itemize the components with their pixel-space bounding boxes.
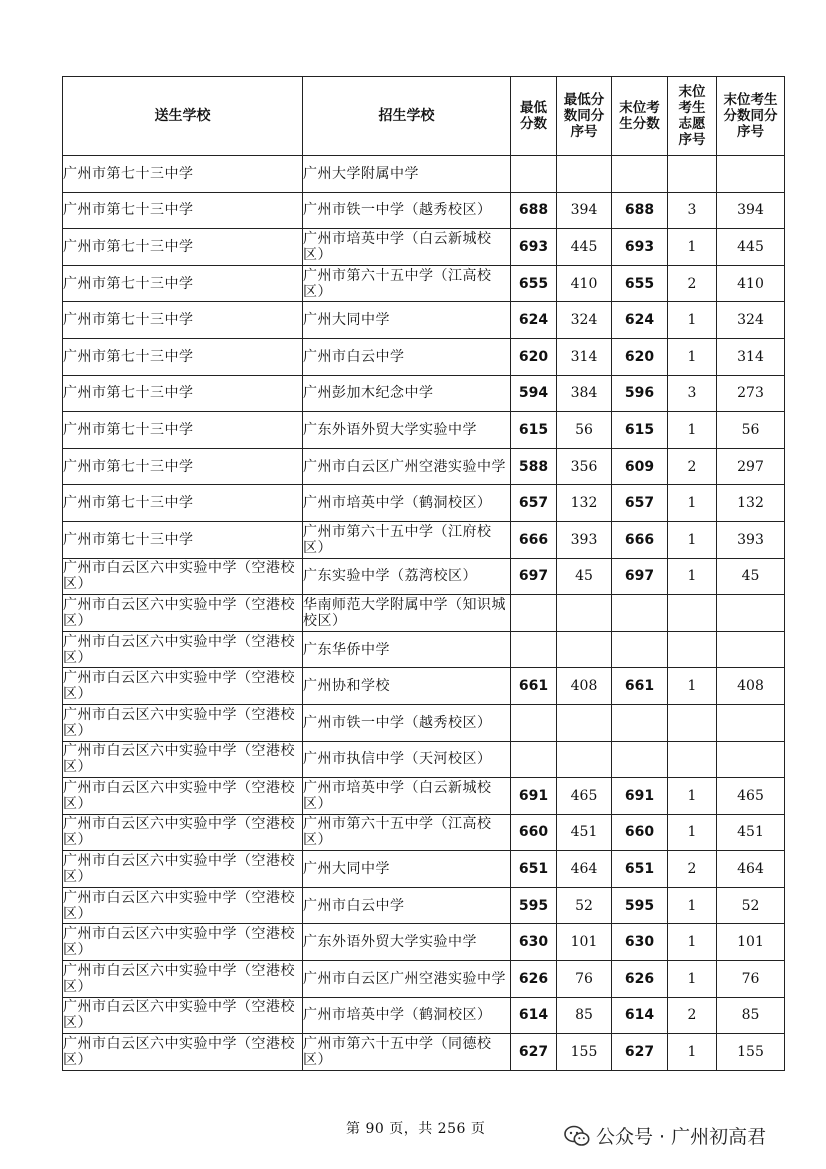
- cell-min-same-rank: 410: [557, 265, 612, 302]
- cell-last-choice: 1: [668, 521, 717, 558]
- cell-recruit-school: 广州市第六十五中学（江高校区）: [303, 814, 511, 851]
- cell-min-same-rank: 464: [557, 851, 612, 888]
- cell-send-school: 广州市白云区六中实验中学（空港校区）: [63, 778, 303, 815]
- cell-last-score: 688: [612, 192, 668, 229]
- table-row: [63, 668, 785, 705]
- cell-min-score: 588: [511, 448, 557, 485]
- cell-recruit-school: 广州市第六十五中学（同德校区）: [303, 1034, 511, 1071]
- cell-min-score: [511, 631, 557, 668]
- cell-recruit-school: 广州大同中学: [303, 302, 511, 339]
- cell-last-same-rank: 52: [717, 887, 785, 924]
- table-row: [63, 412, 785, 449]
- cell-min-score: 651: [511, 851, 557, 888]
- cell-last-score: 624: [612, 302, 668, 339]
- cell-min-same-rank: 45: [557, 558, 612, 595]
- cell-last-choice: 1: [668, 302, 717, 339]
- cell-min-score: 660: [511, 814, 557, 851]
- cell-last-score: 651: [612, 851, 668, 888]
- cell-last-choice: [668, 156, 717, 193]
- cell-min-same-rank: 324: [557, 302, 612, 339]
- cell-last-score: 661: [612, 668, 668, 705]
- cell-min-same-rank: 314: [557, 338, 612, 375]
- cell-send-school: 广州市第七十三中学: [63, 485, 303, 522]
- cell-last-choice: 1: [668, 668, 717, 705]
- cell-send-school: 广州市白云区六中实验中学（空港校区）: [63, 851, 303, 888]
- cell-min-score: 691: [511, 778, 557, 815]
- cell-last-score: 666: [612, 521, 668, 558]
- header-last-choice: 末位 考生 志愿 序号: [668, 77, 717, 156]
- cell-min-score: 666: [511, 521, 557, 558]
- cell-min-same-rank: [557, 631, 612, 668]
- cell-min-same-rank: 465: [557, 778, 612, 815]
- cell-min-score: 630: [511, 924, 557, 961]
- cell-min-score: 661: [511, 668, 557, 705]
- cell-recruit-school: 广东外语外贸大学实验中学: [303, 412, 511, 449]
- cell-min-score: 595: [511, 887, 557, 924]
- table-row: [63, 448, 785, 485]
- cell-last-same-rank: 445: [717, 229, 785, 266]
- cell-last-choice: 1: [668, 924, 717, 961]
- table-row: [63, 924, 785, 961]
- table-row: [63, 302, 785, 339]
- table-row: [63, 192, 785, 229]
- table-row: [63, 1034, 785, 1071]
- cell-last-score: [612, 595, 668, 632]
- cell-min-score: 626: [511, 961, 557, 998]
- cell-recruit-school: 广州彭加木纪念中学: [303, 375, 511, 412]
- cell-last-same-rank: 85: [717, 997, 785, 1034]
- header-last-score: 末位考 生分数: [612, 77, 668, 156]
- cell-min-same-rank: 76: [557, 961, 612, 998]
- cell-min-score: [511, 741, 557, 778]
- header-send-school: 送生学校: [63, 77, 303, 156]
- cell-last-score: 691: [612, 778, 668, 815]
- cell-min-score: 620: [511, 338, 557, 375]
- cell-send-school: 广州市白云区六中实验中学（空港校区）: [63, 1034, 303, 1071]
- table-row: [63, 521, 785, 558]
- cell-min-same-rank: 132: [557, 485, 612, 522]
- cell-send-school: 广州市第七十三中学: [63, 521, 303, 558]
- cell-last-same-rank: 464: [717, 851, 785, 888]
- cell-min-same-rank: 408: [557, 668, 612, 705]
- cell-min-same-rank: [557, 741, 612, 778]
- cell-min-score: 615: [511, 412, 557, 449]
- table-row: [63, 229, 785, 266]
- cell-last-score: 657: [612, 485, 668, 522]
- cell-min-same-rank: [557, 704, 612, 741]
- table-row: [63, 887, 785, 924]
- cell-send-school: 广州市白云区六中实验中学（空港校区）: [63, 961, 303, 998]
- cell-send-school: 广州市第七十三中学: [63, 448, 303, 485]
- cell-recruit-school: 广州市第六十五中学（江府校区）: [303, 521, 511, 558]
- table-row: [63, 265, 785, 302]
- cell-min-same-rank: 384: [557, 375, 612, 412]
- header-last-same-rank: 末位考生 分数同分 序号: [717, 77, 785, 156]
- watermark-text: 公众号 · 广州初高君: [596, 1126, 767, 1148]
- table-row: [63, 814, 785, 851]
- cell-send-school: 广州市第七十三中学: [63, 375, 303, 412]
- cell-recruit-school: 广东华侨中学: [303, 631, 511, 668]
- cell-min-score: 688: [511, 192, 557, 229]
- cell-last-same-rank: 101: [717, 924, 785, 961]
- cell-send-school: 广州市白云区六中实验中学（空港校区）: [63, 814, 303, 851]
- cell-send-school: 广州市白云区六中实验中学（空港校区）: [63, 668, 303, 705]
- cell-min-same-rank: 393: [557, 521, 612, 558]
- cell-last-choice: 1: [668, 814, 717, 851]
- table-row: [63, 851, 785, 888]
- cell-recruit-school: 广州市培英中学（鹤洞校区）: [303, 485, 511, 522]
- cell-min-score: 657: [511, 485, 557, 522]
- cell-recruit-school: 广州大同中学: [303, 851, 511, 888]
- cell-send-school: 广州市白云区六中实验中学（空港校区）: [63, 924, 303, 961]
- cell-last-score: 627: [612, 1034, 668, 1071]
- cell-send-school: 广州市白云区六中实验中学（空港校区）: [63, 595, 303, 632]
- cell-last-same-rank: 76: [717, 961, 785, 998]
- table-row: [63, 338, 785, 375]
- cell-min-same-rank: 101: [557, 924, 612, 961]
- cell-last-score: 660: [612, 814, 668, 851]
- cell-send-school: 广州市第七十三中学: [63, 156, 303, 193]
- cell-min-score: 693: [511, 229, 557, 266]
- cell-send-school: 广州市白云区六中实验中学（空港校区）: [63, 741, 303, 778]
- cell-min-same-rank: 445: [557, 229, 612, 266]
- cell-last-score: 615: [612, 412, 668, 449]
- cell-send-school: 广州市第七十三中学: [63, 412, 303, 449]
- cell-send-school: 广州市白云区六中实验中学（空港校区）: [63, 887, 303, 924]
- cell-last-same-rank: 56: [717, 412, 785, 449]
- cell-last-score: 609: [612, 448, 668, 485]
- cell-send-school: 广州市第七十三中学: [63, 192, 303, 229]
- cell-min-same-rank: 394: [557, 192, 612, 229]
- cell-send-school: 广州市白云区六中实验中学（空港校区）: [63, 558, 303, 595]
- cell-last-choice: 2: [668, 265, 717, 302]
- cell-recruit-school: 广州市培英中学（鹤洞校区）: [303, 997, 511, 1034]
- table-row: [63, 375, 785, 412]
- cell-last-same-rank: [717, 631, 785, 668]
- cell-min-same-rank: [557, 156, 612, 193]
- cell-last-score: [612, 631, 668, 668]
- cell-min-score: 624: [511, 302, 557, 339]
- header-recruit-school: 招生学校: [303, 77, 511, 156]
- cell-last-same-rank: [717, 595, 785, 632]
- cell-last-choice: [668, 595, 717, 632]
- cell-min-score: 627: [511, 1034, 557, 1071]
- cell-last-score: [612, 741, 668, 778]
- cell-recruit-school: 广州市第六十五中学（江高校区）: [303, 265, 511, 302]
- cell-last-choice: [668, 631, 717, 668]
- cell-last-choice: [668, 704, 717, 741]
- cell-send-school: 广州市白云区六中实验中学（空港校区）: [63, 631, 303, 668]
- cell-min-same-rank: [557, 595, 612, 632]
- watermark: [564, 1122, 766, 1149]
- admission-score-table: [62, 76, 785, 1071]
- cell-last-score: 693: [612, 229, 668, 266]
- header-min-score: 最低 分数: [511, 77, 557, 156]
- cell-last-choice: 1: [668, 558, 717, 595]
- table-row: [63, 595, 785, 632]
- cell-last-choice: [668, 741, 717, 778]
- cell-last-same-rank: [717, 156, 785, 193]
- cell-last-same-rank: [717, 704, 785, 741]
- cell-send-school: 广州市第七十三中学: [63, 265, 303, 302]
- cell-last-choice: 1: [668, 412, 717, 449]
- cell-last-same-rank: 465: [717, 778, 785, 815]
- table-row: [63, 631, 785, 668]
- cell-last-choice: 2: [668, 851, 717, 888]
- table-row: [63, 156, 785, 193]
- header-min-same-rank: 最低分 数同分 序号: [557, 77, 612, 156]
- cell-last-score: 614: [612, 997, 668, 1034]
- cell-last-choice: 1: [668, 778, 717, 815]
- cell-min-score: 594: [511, 375, 557, 412]
- cell-last-same-rank: 314: [717, 338, 785, 375]
- cell-last-choice: 3: [668, 192, 717, 229]
- cell-last-choice: 1: [668, 1034, 717, 1071]
- cell-last-same-rank: 132: [717, 485, 785, 522]
- table-row: [63, 704, 785, 741]
- cell-last-score: [612, 156, 668, 193]
- cell-recruit-school: 广州市白云中学: [303, 887, 511, 924]
- cell-last-same-rank: 273: [717, 375, 785, 412]
- cell-recruit-school: 广州市培英中学（白云新城校区）: [303, 778, 511, 815]
- cell-min-same-rank: 356: [557, 448, 612, 485]
- cell-min-same-rank: 56: [557, 412, 612, 449]
- cell-recruit-school: 广东外语外贸大学实验中学: [303, 924, 511, 961]
- cell-recruit-school: 广州市铁一中学（越秀校区）: [303, 192, 511, 229]
- cell-min-same-rank: 52: [557, 887, 612, 924]
- cell-last-same-rank: 297: [717, 448, 785, 485]
- cell-send-school: 广州市白云区六中实验中学（空港校区）: [63, 997, 303, 1034]
- cell-last-same-rank: 324: [717, 302, 785, 339]
- cell-last-same-rank: 155: [717, 1034, 785, 1071]
- table-row: [63, 961, 785, 998]
- cell-last-same-rank: 394: [717, 192, 785, 229]
- cell-last-score: 655: [612, 265, 668, 302]
- cell-last-same-rank: 408: [717, 668, 785, 705]
- cell-recruit-school: 广州市执信中学（天河校区）: [303, 741, 511, 778]
- cell-last-choice: 1: [668, 485, 717, 522]
- cell-recruit-school: 广州市铁一中学（越秀校区）: [303, 704, 511, 741]
- table-row: [63, 778, 785, 815]
- cell-last-same-rank: [717, 741, 785, 778]
- cell-recruit-school: 广州市培英中学（白云新城校区）: [303, 229, 511, 266]
- cell-recruit-school: 广州协和学校: [303, 668, 511, 705]
- cell-last-score: [612, 704, 668, 741]
- cell-last-choice: 1: [668, 961, 717, 998]
- cell-min-same-rank: 155: [557, 1034, 612, 1071]
- cell-last-choice: 1: [668, 229, 717, 266]
- cell-recruit-school: 广东实验中学（荔湾校区）: [303, 558, 511, 595]
- cell-recruit-school: 广州市白云中学: [303, 338, 511, 375]
- cell-send-school: 广州市第七十三中学: [63, 302, 303, 339]
- cell-min-score: 655: [511, 265, 557, 302]
- cell-recruit-school: 广州大学附属中学: [303, 156, 511, 193]
- cell-last-score: 595: [612, 887, 668, 924]
- cell-last-score: 620: [612, 338, 668, 375]
- cell-last-choice: 2: [668, 997, 717, 1034]
- table-row: [63, 741, 785, 778]
- table-row: [63, 485, 785, 522]
- cell-min-score: [511, 595, 557, 632]
- cell-last-choice: 2: [668, 448, 717, 485]
- cell-min-same-rank: 85: [557, 997, 612, 1034]
- cell-last-same-rank: 410: [717, 265, 785, 302]
- cell-send-school: 广州市第七十三中学: [63, 338, 303, 375]
- cell-send-school: 广州市白云区六中实验中学（空港校区）: [63, 704, 303, 741]
- table-row: [63, 997, 785, 1034]
- cell-last-choice: 1: [668, 338, 717, 375]
- wechat-icon: [564, 1125, 590, 1147]
- cell-min-score: [511, 704, 557, 741]
- cell-last-score: 596: [612, 375, 668, 412]
- page-number: 第 90 页，共 256 页: [346, 1121, 486, 1137]
- cell-min-score: [511, 156, 557, 193]
- cell-last-score: 626: [612, 961, 668, 998]
- cell-last-same-rank: 393: [717, 521, 785, 558]
- cell-min-score: 614: [511, 997, 557, 1034]
- cell-last-choice: 3: [668, 375, 717, 412]
- cell-recruit-school: 华南师范大学附属中学（知识城校区）: [303, 595, 511, 632]
- table-header-row: [63, 77, 785, 156]
- cell-min-same-rank: 451: [557, 814, 612, 851]
- cell-min-score: 697: [511, 558, 557, 595]
- cell-last-same-rank: 451: [717, 814, 785, 851]
- table-row: [63, 558, 785, 595]
- cell-send-school: 广州市第七十三中学: [63, 229, 303, 266]
- cell-recruit-school: 广州市白云区广州空港实验中学: [303, 961, 511, 998]
- cell-last-score: 630: [612, 924, 668, 961]
- cell-recruit-school: 广州市白云区广州空港实验中学: [303, 448, 511, 485]
- cell-last-choice: 1: [668, 887, 717, 924]
- cell-last-same-rank: 45: [717, 558, 785, 595]
- cell-last-score: 697: [612, 558, 668, 595]
